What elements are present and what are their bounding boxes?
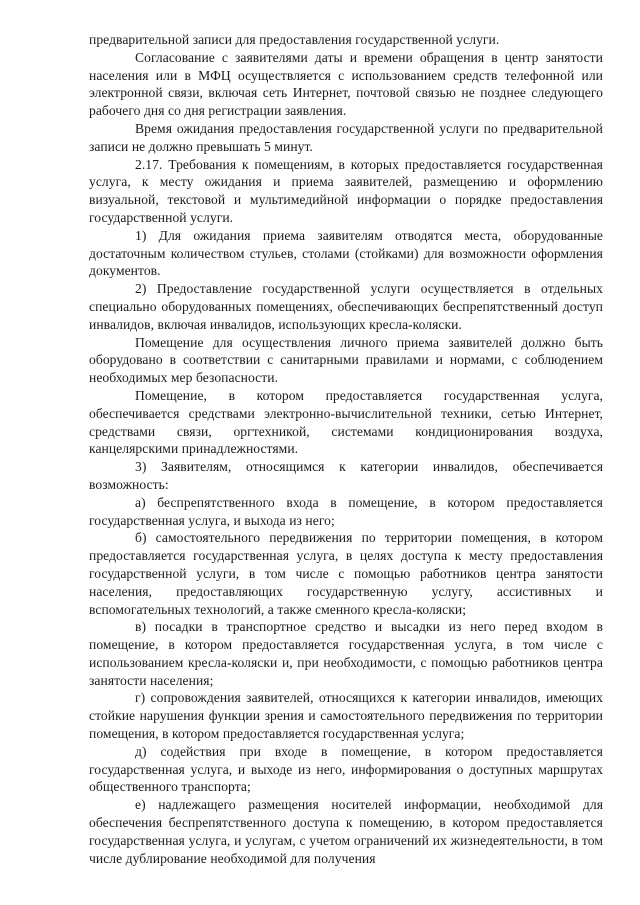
paragraph-reception-room: Помещение для осуществления личного приема заявителей должно быть оборудовано в соответствии с санитарными правилами и нормами, с соблюдением необходимых мер безопасности. bbox=[89, 334, 603, 386]
paragraph-item-1: 1) Для ожидания приема заявителям отводятся места, оборудованные достаточным количеством стульев, столами (стойками) для возможности оформления документов. bbox=[89, 227, 603, 279]
paragraph-section-2-17: 2.17. Требования к помещениям, в которых предоставляется государственная услуга, к месту ожидания и приема заявителей, размещению и оформлению визуальной, текстовой и мультимедийной информации о порядке предоставления государственной услуги. bbox=[89, 156, 603, 225]
paragraph-subitem-g: г) сопровождения заявителей, относящихся к категории инвалидов, имеющих стойкие нарушения функции зрения и самостоятельного передвижения по территории помещения, в котором предоставляется государственная услуга; bbox=[89, 690, 603, 742]
paragraph-waiting-time: Время ожидания предоставления государственной услуги по предварительной записи не должно превышать 5 минут. bbox=[89, 120, 603, 154]
paragraph-room-equipment: Помещение, в котором предоставляется государственная услуга, обеспечивается средствами электронно-вычислительной техники, сетью Интернет, средствами связи, оргтехникой, системами кондиционирования воздуха, канцелярскими принадлежностями. bbox=[89, 387, 603, 457]
paragraph-subitem-e: е) надлежащего размещения носителей информации, необходимой для обеспечения беспрепятственного доступа к помещению, в котором предоставляется государственная услуга, и услугам, с учетом ограничений их жизнедеятельности, в том числе дублирование необходимой для получения bbox=[89, 797, 603, 866]
paragraph-subitem-b: б) самостоятельного передвижения по территории помещения, в котором предоставляется государственная услуга, в целях доступа к месту предоставления государственной услуги, в том числе с помощью работников центра занятости населения, предоставляющих государственную услугу, ассистивных и вспомогательных технологий, а также сменного кресла-коляски; bbox=[89, 530, 603, 617]
document-body bbox=[89, 31, 603, 867]
paragraph-item-3: 3) Заявителям, относящимся к категории инвалидов, обеспечивается возможность: bbox=[89, 459, 603, 492]
paragraph-continuation: предварительной записи для предоставления государственной услуги. bbox=[89, 32, 500, 47]
paragraph-scheduling-agreement: Согласование с заявителями даты и времени обращения в центр занятости населения или в МФЦ осуществляется с использованием средств телефонной или электронной связи, включая сеть Интернет, почтовой связью не позднее следующего рабочего дня со дня регистрации заявления. bbox=[89, 49, 603, 119]
paragraph-subitem-v: в) посадки в транспортное средство и высадки из него перед входом в помещение, в котором предоставляется государственная услуга, в том числе с использованием кресла-коляски и, при необходимости, с помощью работников центра занятости населения; bbox=[89, 619, 603, 688]
paragraph-subitem-a: а) беспрепятственного входа в помещение, в котором предоставляется государственная услуга, и выхода из него; bbox=[89, 494, 603, 528]
paragraph-subitem-d: д) содействия при входе в помещение, в котором предоставляется государственная услуга, и выходе из него, информирования о доступных маршрутах общественного транспорта; bbox=[89, 743, 603, 795]
paragraph-item-2: 2) Предоставление государственной услуги осуществляется в отдельных специально оборудованных помещениях, обеспечивающих беспрепятственный доступ инвалидов, включая инвалидов, использующих кресла-коляски. bbox=[89, 281, 603, 332]
